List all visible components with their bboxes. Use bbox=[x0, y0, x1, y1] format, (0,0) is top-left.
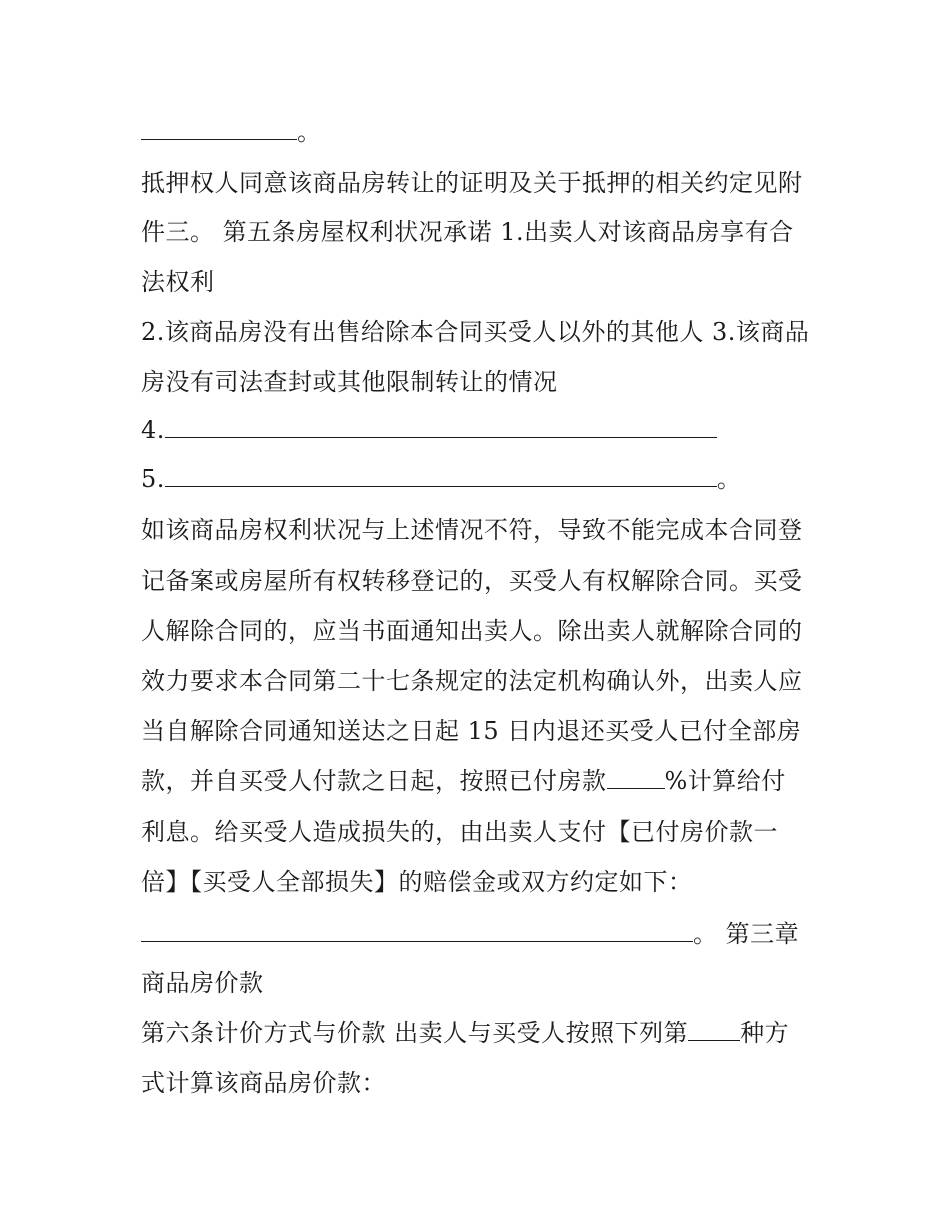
line-text: 款，并自买受人付款之日起，按照已付房款 bbox=[141, 767, 607, 795]
text-line bbox=[141, 217, 794, 247]
line-text: 5. bbox=[141, 465, 165, 493]
line-text: %计算给付 bbox=[664, 767, 786, 795]
line-text: 种方 bbox=[740, 1019, 790, 1047]
line-text: 4. bbox=[141, 416, 165, 444]
line-text: 效力要求本合同第二十七条规定的法定机构确认外，出卖人应 bbox=[141, 667, 803, 695]
line-text: 法权利 bbox=[141, 268, 215, 296]
line-text: 。 bbox=[716, 465, 742, 493]
text-line bbox=[141, 817, 778, 847]
text-line bbox=[141, 616, 803, 646]
line-text: 房没有司法查封或其他限制转让的情况 bbox=[141, 368, 558, 396]
line-text: 。 第三章 bbox=[693, 920, 800, 948]
fill-blank bbox=[165, 415, 717, 438]
text-line bbox=[141, 968, 264, 998]
text-line bbox=[141, 1018, 789, 1048]
line-text: 人解除合同的，应当书面通知出卖人。除出卖人就解除合同的 bbox=[141, 617, 803, 645]
line-text: 商品房价款 bbox=[141, 969, 264, 997]
line-text: 记备案或房屋所有权转移登记的，买受人有权解除合同。买受 bbox=[141, 567, 803, 595]
line-text: 利息。给买受人造成损失的，由出卖人支付【已付房价款一 bbox=[141, 818, 778, 846]
fill-blank bbox=[607, 766, 665, 789]
text-line bbox=[141, 515, 803, 545]
text-line bbox=[141, 267, 215, 297]
fill-blank bbox=[141, 117, 297, 140]
line-text: 倍】【买受人全部损失】的赔偿金或双方约定如下： bbox=[141, 868, 693, 896]
line-text: 件三。 第五条房屋权利状况承诺 1.出卖人对该商品房享有合 bbox=[141, 218, 794, 246]
line-text: 当自解除合同通知送达之日起 15 日内退还买受人已付全部房 bbox=[141, 717, 802, 745]
text-line bbox=[141, 716, 801, 746]
line-text: 式计算该商品房价款： bbox=[141, 1069, 386, 1097]
line-text: 抵押权人同意该商品房转让的证明及关于抵押的相关约定见附 bbox=[141, 169, 803, 197]
line-text: 。 bbox=[297, 118, 322, 146]
line-text: 第六条计价方式与价款 出卖人与买受人按照下列第 bbox=[141, 1019, 689, 1047]
text-line bbox=[141, 117, 322, 147]
fill-blank bbox=[688, 1018, 740, 1041]
text-line bbox=[141, 867, 693, 897]
text-line bbox=[141, 415, 717, 445]
text-line bbox=[141, 766, 786, 796]
line-text: 2.该商品房没有出售给除本合同买受人以外的其他人 3.该商品 bbox=[141, 318, 810, 346]
text-line bbox=[141, 168, 803, 198]
text-line bbox=[141, 1068, 386, 1098]
text-line bbox=[141, 566, 803, 596]
line-text: 如该商品房权利状况与上述情况不符，导致不能完成本合同登 bbox=[141, 516, 803, 544]
fill-blank bbox=[165, 464, 717, 487]
text-line bbox=[141, 317, 809, 347]
text-line bbox=[141, 666, 803, 696]
text-line bbox=[141, 464, 741, 494]
text-line bbox=[141, 919, 799, 949]
fill-blank bbox=[141, 919, 693, 942]
text-line bbox=[141, 367, 558, 397]
